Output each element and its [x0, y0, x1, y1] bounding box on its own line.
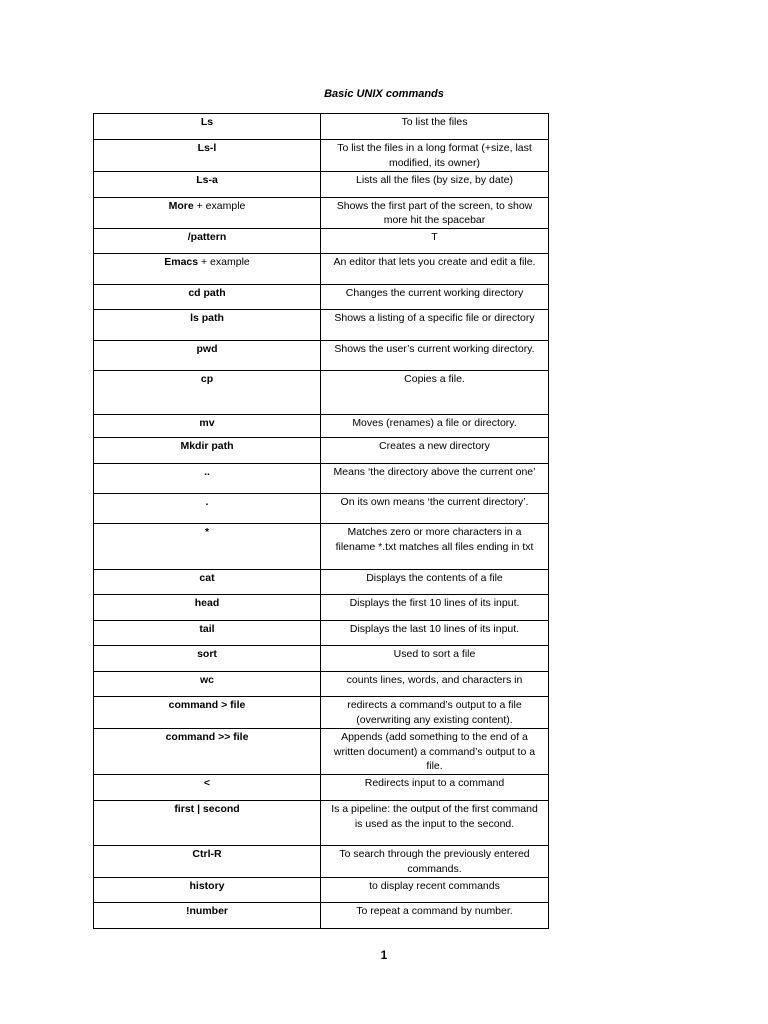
- description-cell: T: [321, 229, 549, 254]
- command-name: ls path: [190, 312, 224, 325]
- table-row: [94, 415, 549, 438]
- table-row: [94, 524, 549, 570]
- command-name: cp: [200, 373, 214, 386]
- description-cell: Displays the last 10 lines of its input.: [321, 621, 549, 646]
- command-cell: [94, 197, 321, 229]
- table-row: [94, 464, 549, 494]
- command-cell: [94, 846, 321, 878]
- description-cell: Shows the user’s current working directory.: [321, 341, 549, 371]
- description-cell: To list the files in a long format (+size, last modified, its owner): [321, 140, 549, 172]
- description-cell: Means ‘the directory above the current one’: [321, 464, 549, 494]
- table-row: [94, 902, 549, 928]
- description-cell: Copies a file.: [321, 371, 549, 415]
- command-name: tail: [199, 623, 215, 636]
- command-cell: [94, 646, 321, 672]
- table-row: [94, 229, 549, 254]
- command-name: sort: [197, 648, 217, 661]
- description-cell: To repeat a command by number.: [321, 902, 549, 928]
- command-name: wc: [199, 674, 214, 687]
- table-row: [94, 310, 549, 341]
- command-cell: [94, 371, 321, 415]
- command-name: Ls-a: [196, 173, 218, 186]
- description-cell: Redirects input to a command: [321, 775, 549, 801]
- command-cell: [94, 494, 321, 524]
- table-row: [94, 846, 549, 878]
- command-name: Emacs: [164, 256, 199, 269]
- description-cell: Shows a listing of a specific file or directory: [321, 310, 549, 341]
- command-name: !number: [186, 904, 228, 917]
- description-cell: Shows the first part of the screen, to show more hit the spacebar: [321, 197, 549, 229]
- description-cell: An editor that lets you create and edit a file.: [321, 254, 549, 285]
- command-name: *: [204, 526, 210, 539]
- description-cell: To search through the previously entered commands.: [321, 846, 549, 878]
- page-number: 1: [380, 948, 388, 962]
- description-cell: Lists all the files (by size, by date): [321, 171, 549, 197]
- page-title: Basic UNIX commands: [324, 88, 444, 100]
- table-row: [94, 197, 549, 229]
- command-cell: [94, 801, 321, 846]
- description-cell: counts lines, words, and characters in: [321, 672, 549, 697]
- command-cell: [94, 171, 321, 197]
- description-cell: Appends (add something to the end of a written document) a command’s output to a file.: [321, 728, 549, 774]
- command-name: mv: [199, 417, 215, 430]
- command-cell: [94, 902, 321, 928]
- commands-table: [93, 113, 549, 929]
- table-row: [94, 254, 549, 285]
- command-cell: [94, 672, 321, 697]
- command-cell: [94, 524, 321, 570]
- table-row: [94, 595, 549, 621]
- command-name: More: [168, 199, 194, 212]
- command-cell: [94, 114, 321, 140]
- description-cell: To list the files: [321, 114, 549, 140]
- command-cell: [94, 877, 321, 902]
- command-suffix: + example: [198, 256, 250, 269]
- command-name: Mkdir path: [180, 440, 234, 453]
- table-row: [94, 171, 549, 197]
- table-row: [94, 341, 549, 371]
- table-row: [94, 728, 549, 774]
- command-cell: [94, 621, 321, 646]
- command-cell: [94, 697, 321, 729]
- command-name: command > file: [168, 699, 246, 712]
- command-cell: [94, 438, 321, 464]
- table-row: [94, 494, 549, 524]
- command-suffix: + example: [193, 199, 246, 212]
- command-name: first | second: [174, 803, 240, 816]
- table-row: [94, 114, 549, 140]
- description-cell: Moves (renames) a file or directory.: [321, 415, 549, 438]
- command-cell: [94, 728, 321, 774]
- command-cell: [94, 341, 321, 371]
- description-cell: Displays the contents of a file: [321, 570, 549, 595]
- command-name: command >> file: [165, 730, 249, 743]
- command-cell: [94, 464, 321, 494]
- description-cell: Matches zero or more characters in a filename *.txt matches all files ending in txt: [321, 524, 549, 570]
- command-name: cd path: [188, 287, 226, 300]
- command-name: Ls: [200, 116, 214, 128]
- table-row: [94, 646, 549, 672]
- command-cell: [94, 570, 321, 595]
- command-cell: [94, 140, 321, 172]
- command-cell: [94, 415, 321, 438]
- command-name: Ls-l: [197, 142, 217, 154]
- table-row: [94, 801, 549, 846]
- description-cell: Changes the current working directory: [321, 285, 549, 310]
- description-cell: Is a pipeline: the output of the first command is used as the input to the second.: [321, 801, 549, 846]
- table-row: [94, 285, 549, 310]
- command-name: history: [189, 879, 225, 892]
- command-name: cat: [199, 572, 215, 585]
- description-cell: redirects a command’s output to a file (overwriting any existing content).: [321, 697, 549, 729]
- table-row: [94, 140, 549, 172]
- command-cell: [94, 229, 321, 254]
- description-cell: Creates a new directory: [321, 438, 549, 464]
- command-name: Ctrl-R: [192, 848, 222, 861]
- command-cell: [94, 254, 321, 285]
- description-cell: Displays the first 10 lines of its input.: [321, 595, 549, 621]
- table-row: [94, 697, 549, 729]
- command-name: pwd: [196, 343, 218, 356]
- command-cell: [94, 310, 321, 341]
- command-cell: [94, 595, 321, 621]
- description-cell: Used to sort a file: [321, 646, 549, 672]
- table-row: [94, 877, 549, 902]
- command-cell: [94, 285, 321, 310]
- command-name: ..: [204, 466, 210, 479]
- table-row: [94, 371, 549, 415]
- command-cell: [94, 775, 321, 801]
- table-row: [94, 672, 549, 697]
- table-row: [94, 438, 549, 464]
- table-row: [94, 570, 549, 595]
- command-name: head: [194, 597, 220, 610]
- command-name: <: [203, 777, 211, 790]
- table-row: [94, 621, 549, 646]
- command-name: .: [205, 496, 209, 509]
- description-cell: On its own means ‘the current directory’.: [321, 494, 549, 524]
- table-row: [94, 775, 549, 801]
- command-name: /pattern: [187, 231, 227, 244]
- description-cell: to display recent commands: [321, 877, 549, 902]
